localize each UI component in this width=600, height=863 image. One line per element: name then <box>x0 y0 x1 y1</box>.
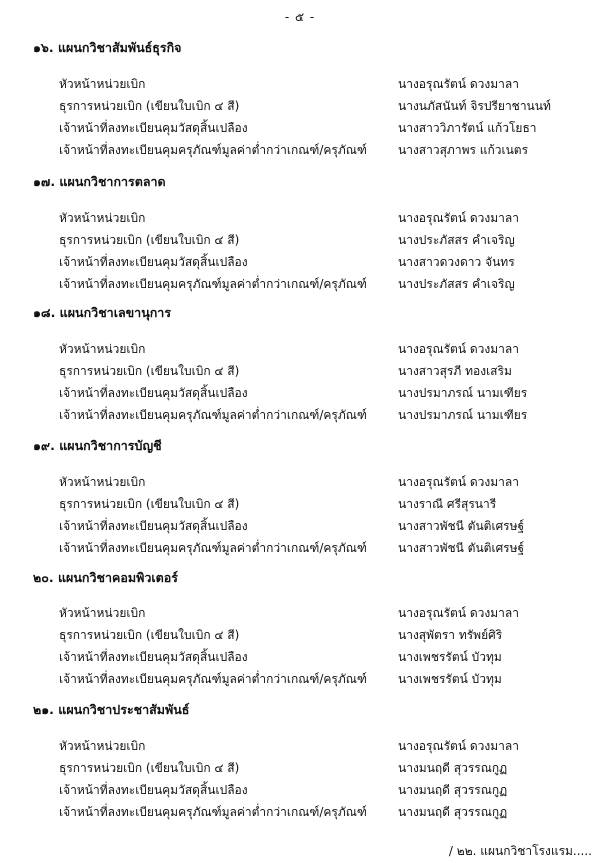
section-16 <box>0 38 600 158</box>
section-18 <box>0 303 600 423</box>
role-label: เจ้าหน้าที่ลงทะเบียนคุมวัสดุสิ้นเปลือง <box>59 783 248 797</box>
role-label: เจ้าหน้าที่ลงทะเบียนคุมครุภัณฑ์มูลค่าต่ำกว่าเกณฑ์/ครุภัณฑ์ <box>59 277 367 291</box>
role-label: ธุรการหน่วยเบิก (เขียนใบเบิก ๔ สี) <box>59 233 240 247</box>
person-name: นางอรุณรัตน์ ดวงมาลา <box>398 739 519 753</box>
section-17 <box>0 172 600 292</box>
person-name: นางสาวดวงดาว จันทร <box>398 255 515 269</box>
person-name: นางมนฤดี สุวรรณกูฏ <box>398 805 508 819</box>
person-name: นางปรมาภรณ์ นามเฑียร <box>398 408 528 422</box>
list-item <box>0 340 600 360</box>
role-label: เจ้าหน้าที่ลงทะเบียนคุมวัสดุสิ้นเปลือง <box>59 519 248 533</box>
role-label: ธุรการหน่วยเบิก (เขียนใบเบิก ๔ สี) <box>59 628 240 642</box>
list-item <box>0 141 600 161</box>
list-item <box>0 119 600 139</box>
role-label: เจ้าหน้าที่ลงทะเบียนคุมวัสดุสิ้นเปลือง <box>59 650 248 664</box>
section-title: ๑๘. แผนกวิชาเลขานุการ <box>33 305 172 320</box>
list-item <box>0 781 600 801</box>
role-label: ธุรการหน่วยเบิก (เขียนใบเบิก ๔ สี) <box>59 761 240 775</box>
list-item <box>0 670 600 690</box>
list-item <box>0 473 600 493</box>
person-name: นางนภัสนันท์ จิรปรียาชานนท์ <box>398 99 551 113</box>
list-item <box>0 209 600 229</box>
role-label: ธุรการหน่วยเบิก (เขียนใบเบิก ๔ สี) <box>59 99 240 113</box>
list-item <box>0 803 600 823</box>
person-name: นางเพชรรัตน์ บัวทุม <box>398 650 502 664</box>
role-label: หัวหน้าหน่วยเบิก <box>59 77 146 91</box>
role-label: เจ้าหน้าที่ลงทะเบียนคุมครุภัณฑ์มูลค่าต่ำกว่าเกณฑ์/ครุภัณฑ์ <box>59 143 367 157</box>
person-name: นางประภัสสร คำเจริญ <box>398 277 515 291</box>
list-item <box>0 759 600 779</box>
list-item <box>0 75 600 95</box>
person-name: นางสาวพัชนี ตันติเศรษฐ์ <box>398 519 525 533</box>
person-name: นางอรุณรัตน์ ดวงมาลา <box>398 342 519 356</box>
role-label: หัวหน้าหน่วยเบิก <box>59 475 146 489</box>
list-item <box>0 604 600 624</box>
list-item <box>0 495 600 515</box>
list-item <box>0 406 600 426</box>
role-label: ธุรการหน่วยเบิก (เขียนใบเบิก ๔ สี) <box>59 497 240 511</box>
person-name: นางมนฤดี สุวรรณกูฏ <box>398 761 508 775</box>
section-title: ๑๖. แผนกวิชาสัมพันธ์ธุรกิจ <box>33 40 182 55</box>
section-19 <box>0 436 600 556</box>
list-item <box>0 275 600 295</box>
section-title: ๒๑. แผนกวิชาประชาสัมพันธ์ <box>33 702 190 717</box>
list-item <box>0 648 600 668</box>
person-name: นางมนฤดี สุวรรณกูฏ <box>398 783 508 797</box>
person-name: นางราณี ศรีสุรนารี <box>398 497 497 511</box>
role-label: หัวหน้าหน่วยเบิก <box>59 342 146 356</box>
person-name: นางปรมาภรณ์ นามเฑียร <box>398 386 528 400</box>
person-name: นางอรุณรัตน์ ดวงมาลา <box>398 77 519 91</box>
list-item <box>0 517 600 537</box>
list-item <box>0 626 600 646</box>
section-20 <box>0 568 600 688</box>
role-label: เจ้าหน้าที่ลงทะเบียนคุมวัสดุสิ้นเปลือง <box>59 386 248 400</box>
list-item <box>0 97 600 117</box>
role-label: หัวหน้าหน่วยเบิก <box>59 211 146 225</box>
section-21 <box>0 700 600 820</box>
person-name: นางเพชรรัตน์ บัวทุม <box>398 672 502 686</box>
list-item <box>0 737 600 757</box>
person-name: นางสาววิภารัตน์ แก้วโยธา <box>398 121 537 135</box>
section-title: ๑๗. แผนกวิชาการตลาด <box>33 174 166 189</box>
list-item <box>0 539 600 559</box>
list-item <box>0 362 600 382</box>
role-label: เจ้าหน้าที่ลงทะเบียนคุมวัสดุสิ้นเปลือง <box>59 255 248 269</box>
role-label: เจ้าหน้าที่ลงทะเบียนคุมวัสดุสิ้นเปลือง <box>59 121 248 135</box>
person-name: นางประภัสสร คำเจริญ <box>398 233 515 247</box>
role-label: เจ้าหน้าที่ลงทะเบียนคุมครุภัณฑ์มูลค่าต่ำกว่าเกณฑ์/ครุภัณฑ์ <box>59 408 367 422</box>
list-item <box>0 231 600 251</box>
role-label: เจ้าหน้าที่ลงทะเบียนคุมครุภัณฑ์มูลค่าต่ำกว่าเกณฑ์/ครุภัณฑ์ <box>59 672 367 686</box>
person-name: นางสาวพัชนี ตันติเศรษฐ์ <box>398 541 525 555</box>
role-label: ธุรการหน่วยเบิก (เขียนใบเบิก ๔ สี) <box>59 364 240 378</box>
role-label: เจ้าหน้าที่ลงทะเบียนคุมครุภัณฑ์มูลค่าต่ำกว่าเกณฑ์/ครุภัณฑ์ <box>59 805 367 819</box>
person-name: นางอรุณรัตน์ ดวงมาลา <box>398 211 519 225</box>
role-label: เจ้าหน้าที่ลงทะเบียนคุมครุภัณฑ์มูลค่าต่ำกว่าเกณฑ์/ครุภัณฑ์ <box>59 541 367 555</box>
list-item <box>0 253 600 273</box>
section-title: ๒๐. แผนกวิชาคอมพิวเตอร์ <box>33 570 178 585</box>
role-label: หัวหน้าหน่วยเบิก <box>59 606 146 620</box>
footer-continuation: / ๒๒. แผนกวิชาโรงแรม..... <box>448 844 592 858</box>
person-name: นางอรุณรัตน์ ดวงมาลา <box>398 606 519 620</box>
page-number: - ๕ - <box>284 10 316 24</box>
person-name: นางอรุณรัตน์ ดวงมาลา <box>398 475 519 489</box>
section-title: ๑๙. แผนกวิชาการบัญชี <box>33 438 162 453</box>
role-label: หัวหน้าหน่วยเบิก <box>59 739 146 753</box>
list-item <box>0 384 600 404</box>
person-name: นางสุพัตรา ทรัพย์ศิริ <box>398 628 503 642</box>
person-name: นางสาวสุรภี ทองเสริม <box>398 364 512 378</box>
person-name: นางสาวสุภาพร แก้วเนตร <box>398 143 529 157</box>
